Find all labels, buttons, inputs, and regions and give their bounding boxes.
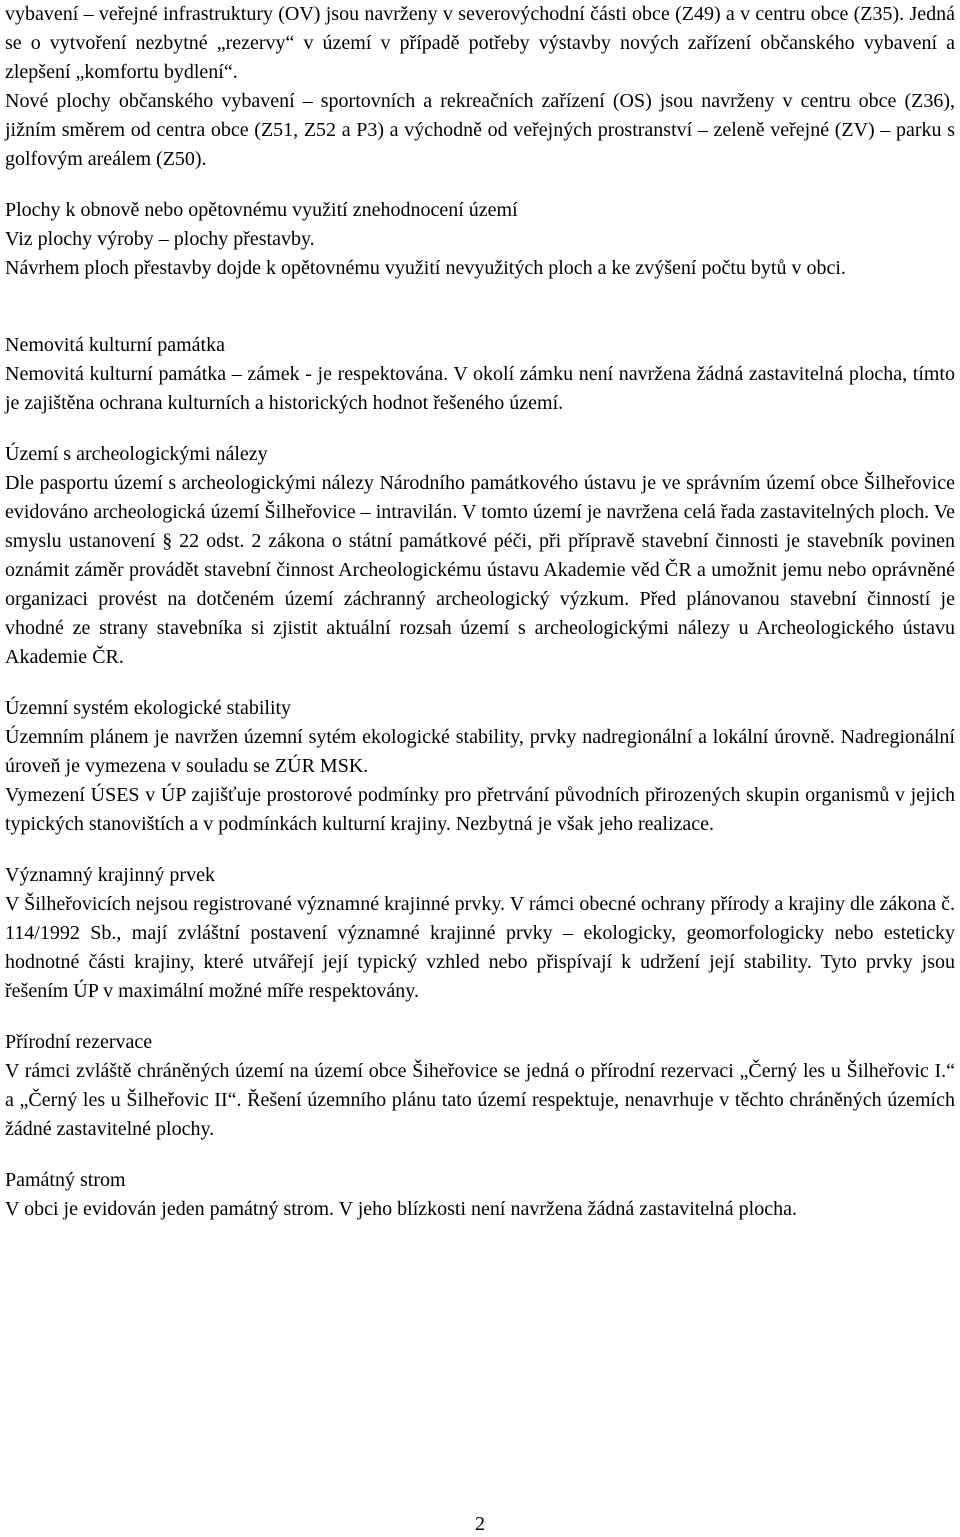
paragraph-cultural-monument: Nemovitá kulturní památka – zámek - je respektována. V okolí zámku není navržena žádná zastavitelná plocha, tímto je zajištěna ochrana kulturních a historických hodnot řešeného území. <box>5 363 955 414</box>
paragraph-uses-plan: Územním plánem je navržen územní sytém ekologické stability, prvky nadregionální a lokální úrovně. Nadregionální úroveň je vymezena v souladu se ZÚR MSK. <box>5 726 955 777</box>
paragraph-uses-definition: Vymezení ÚSES v ÚP zajišťuje prostorové podmínky pro přetrvání původních přirozených skupin organismů v jejich typických stanovištích a v podmínkách kulturní krajiny. Nezbytná je však jeho realizace. <box>5 784 955 835</box>
paragraph-landscape-element: V Šilheřovicích nejsou registrované významné krajinné prvky. V rámci obecné ochrany přírody a krajiny dle zákona č. 114/1992 Sb., mají zvláštní postavení významné krajinné prvky – ekologicky, geomorfologicky nebo esteticky hodnotné části krajiny, které utvářejí její typický vzhled nebo přispívají k udržení její stability. Tyto prvky jsou řešením ÚP v maximální možné míře respektovány. <box>5 893 955 1002</box>
paragraph-redevelopment-ref: Viz plochy výroby – plochy přestavby. <box>5 228 315 250</box>
heading-archaeology: Území s archeologickými nálezy <box>5 443 268 465</box>
heading-cultural-monument: Nemovitá kulturní památka <box>5 334 225 356</box>
paragraph-nature-reserve: V rámci zvláště chráněných území na území obce Šiheřovice se jedná o přírodní rezervaci „Černý les u Šilheřovic I.“ a „Černý les u Šilheřovic II“. Řešení územního plánu tato území respektuje, nenavrhuje v těchto chráněných územích žádné zastavitelné plochy. <box>5 1060 955 1140</box>
heading-nature-reserve: Přírodní rezervace <box>5 1031 153 1053</box>
paragraph-public-infrastructure: vybavení – veřejné infrastruktury (OV) jsou navrženy v severovýchodní části obce (Z49) a v centru obce (Z35). Jedná se o vytvoření nezbytné „rezervy“ v území v případě potřeby výstavby nových zařízení občanského vybavení a zlepšení „komfortu bydlení“. <box>5 3 955 83</box>
section-cultural-monument <box>5 331 955 418</box>
paragraph-memorial-tree: V obci je evidován jeden památný strom. V jeho blízkosti není navržena žádná zastavitelná plocha. <box>5 1198 797 1220</box>
paragraph-sports-facilities: Nové plochy občanského vybavení – sportovních a rekreačních zařízení (OS) jsou navrženy v centru obce (Z36), jižním směrem od centra obce (Z51, Z52 a P3) a východně od veřejných prostranství – zeleně veřejné (ZV) – parku s golfovým areálem (Z50). <box>5 90 955 170</box>
section-memorial-tree <box>5 1166 955 1224</box>
document-page <box>5 0 955 1224</box>
section-civic-amenities <box>5 0 955 174</box>
heading-uses: Územní systém ekologické stability <box>5 697 292 719</box>
paragraph-archaeology: Dle pasportu území s archeologickými nálezy Národního památkového ústavu je ve správním území obce Šilheřovice evidováno archeologická území Šilheřovice – intravilán. V tomto území je navržena celá řada zastavitelných ploch. Ve smyslu ustanovení § 22 odst. 2 zákona o státní památkové péči, při přípravě stavební činnosti je stavebník povinen oznámit záměr provádět stavební činnost Archeologickému ústavu Akademie věd ČR a umožnit jemu nebo oprávněné organizaci provést na dotčeném území záchranný archeologický výzkum. Před plánovanou stavební činností je vhodné ze strany stavebníka si zjistit aktuální rozsah území s archeologickými nálezy u Archeologického ústavu Akademie ČR. <box>5 472 955 668</box>
section-nature-reserve <box>5 1028 955 1144</box>
section-redevelopment <box>5 196 955 283</box>
section-uses <box>5 694 955 839</box>
heading-redevelopment: Plochy k obnově nebo opětovnému využití znehodnocení území <box>5 199 518 221</box>
section-landscape-element <box>5 861 955 1006</box>
paragraph-redevelopment-housing: Návrhem ploch přestavby dojde k opětovnému využití nevyužitých ploch a ke zvýšení počtu bytů v obci. <box>5 257 846 279</box>
heading-memorial-tree: Památný strom <box>5 1169 126 1191</box>
section-archaeology <box>5 440 955 672</box>
page-number: 2 <box>475 1513 485 1535</box>
heading-landscape-element: Významný krajinný prvek <box>5 864 215 886</box>
